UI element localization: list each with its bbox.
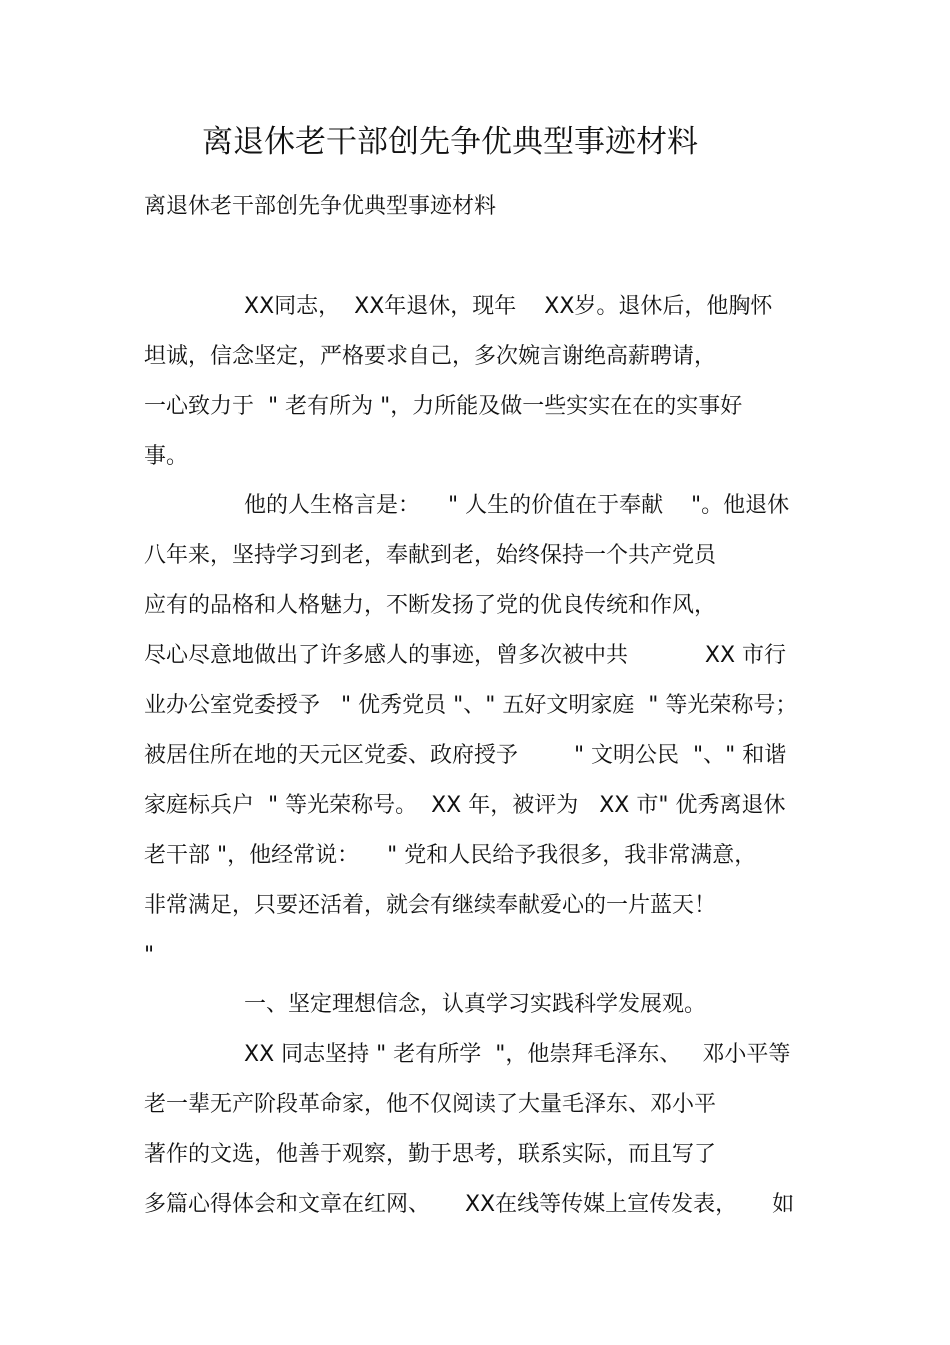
paragraph-line: 他的人生格言是： " 人生的价值在于奉献 "。他退休 [244,493,790,518]
paragraph-line: " [144,943,155,968]
paragraph-line: 老干部 "，他经常说： " 党和人民给予我很多，我非常满意， [144,843,757,868]
paragraph-line: 应有的品格和人格魅力，不断发扬了党的优良传统和作风， [144,593,717,618]
paragraph-line: 事。 [144,444,189,469]
paragraph-line: XX同志， XX年退休，现年 XX岁。退休后，他胸怀 [244,294,773,319]
paragraph-line: 一心致力于 " 老有所为 "，力所能及做一些实实在在的实事好 [144,394,743,419]
paragraph-line: 多篇心得体会和文章在红网、 XX在线等传媒上宣传发表， 如 [144,1192,795,1217]
document-title: 离退休老干部创先争优典型事迹材料 [202,124,698,160]
paragraph-line: 非常满足，只要还活着，就会有继续奉献爱心的一片蓝天！ [144,893,717,918]
paragraph-line: 八年来，坚持学习到老，奉献到老，始终保持一个共产党员 [144,543,717,568]
paragraph-line: 被居住所在地的天元区党委、政府授予 " 文明公民 "、" 和谐 [144,743,787,768]
paragraph-line: 老一辈无产阶段革命家，他不仅阅读了大量毛泽东、邓小平 [144,1092,717,1117]
paragraph-line: XX 同志坚持 " 老有所学 "，他崇拜毛泽东、 邓小平等 [244,1042,791,1067]
paragraph-line: 业办公室党委授予 " 优秀党员 "、" 五好文明家庭 " 等光荣称号； [144,693,798,718]
section-heading: 一、坚定理想信念，认真学习实践科学发展观。 [244,992,707,1017]
paragraph-line: 著作的文选，他善于观察，勤于思考，联系实际，而且写了 [144,1142,717,1167]
paragraph-line: 家庭标兵户 " 等光荣称号。 XX 年，被评为 XX 市" 优秀离退休 [144,793,786,818]
paragraph-line: 坦诚，信念坚定，严格要求自己，多次婉言谢绝高薪聘请， [144,344,717,369]
document-subtitle: 离退休老干部创先争优典型事迹材料 [144,194,497,219]
paragraph-line: 尽心尽意地做出了许多感人的事迹，曾多次被中共 XX 市行 [144,643,787,668]
